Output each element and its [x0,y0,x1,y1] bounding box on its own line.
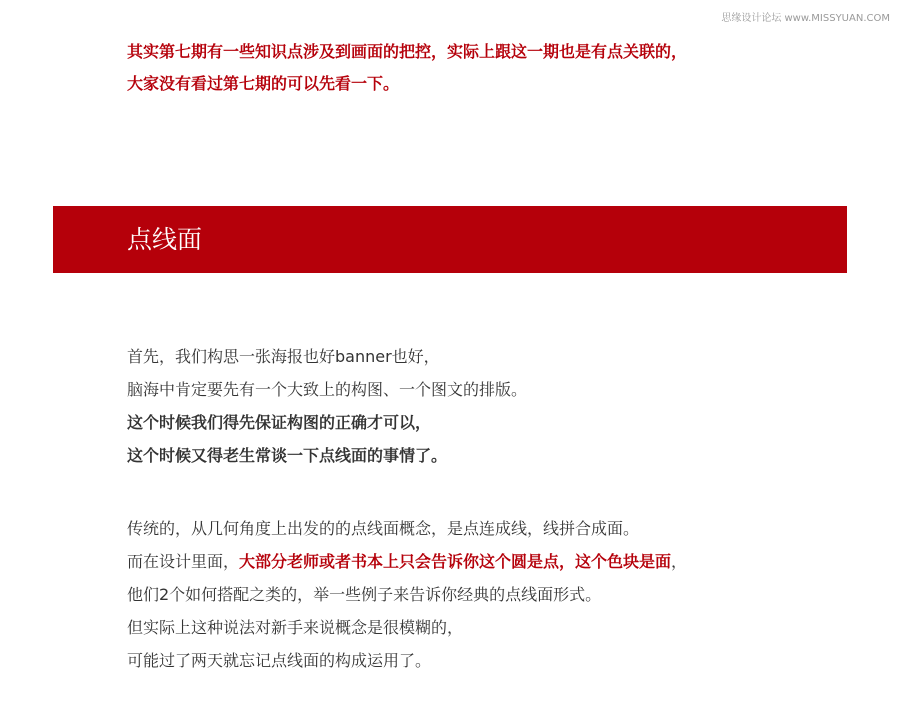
para2-line-5: 可能过了两天就忘记点线面的构成运用了。 [127,651,432,670]
para2-line-3: 他们2个如何搭配之类的，举一些例子来告诉你经典的点线面形式。 [127,585,602,604]
para1-line-3: 这个时候我们得先保证构图的正确才可以， [127,413,432,432]
intro-paragraph [127,36,847,100]
para2-line-2-suffix: ， [671,552,688,571]
para2-line-2 [127,545,847,578]
para2-line-2-prefix: 而在设计里面， [127,552,240,571]
intro-line-2: 大家没有看过第七期的可以先看一下。 [127,74,400,93]
body-paragraph-1 [127,340,847,472]
para1-line-1: 首先，我们构思一张海报也好banner也好， [127,347,440,366]
body-paragraph-2 [127,512,847,677]
para2-line-2-highlight: 大部分老师或者书本上只会告诉你这个圆是点，这个色块是面 [239,552,672,571]
site-watermark: 思缘设计论坛 www.MISSYUAN.COM [721,13,890,24]
section-title: 点线面 [127,225,203,254]
para2-line-4: 但实际上这种说法对新手来说概念是很模糊的， [127,618,464,637]
intro-line-1: 其实第七期有一些知识点涉及到画面的把控，实际上跟这一期也是有点关联的， [127,42,688,61]
section-header-banner [53,206,847,273]
para1-line-4: 这个时候又得老生常谈一下点线面的事情了。 [127,446,448,465]
para1-line-2: 脑海中肯定要先有一个大致上的构图、一个图文的排版。 [127,380,528,399]
para2-line-1: 传统的，从几何角度上出发的的点线面概念，是点连成线，线拼合成面。 [127,519,640,538]
